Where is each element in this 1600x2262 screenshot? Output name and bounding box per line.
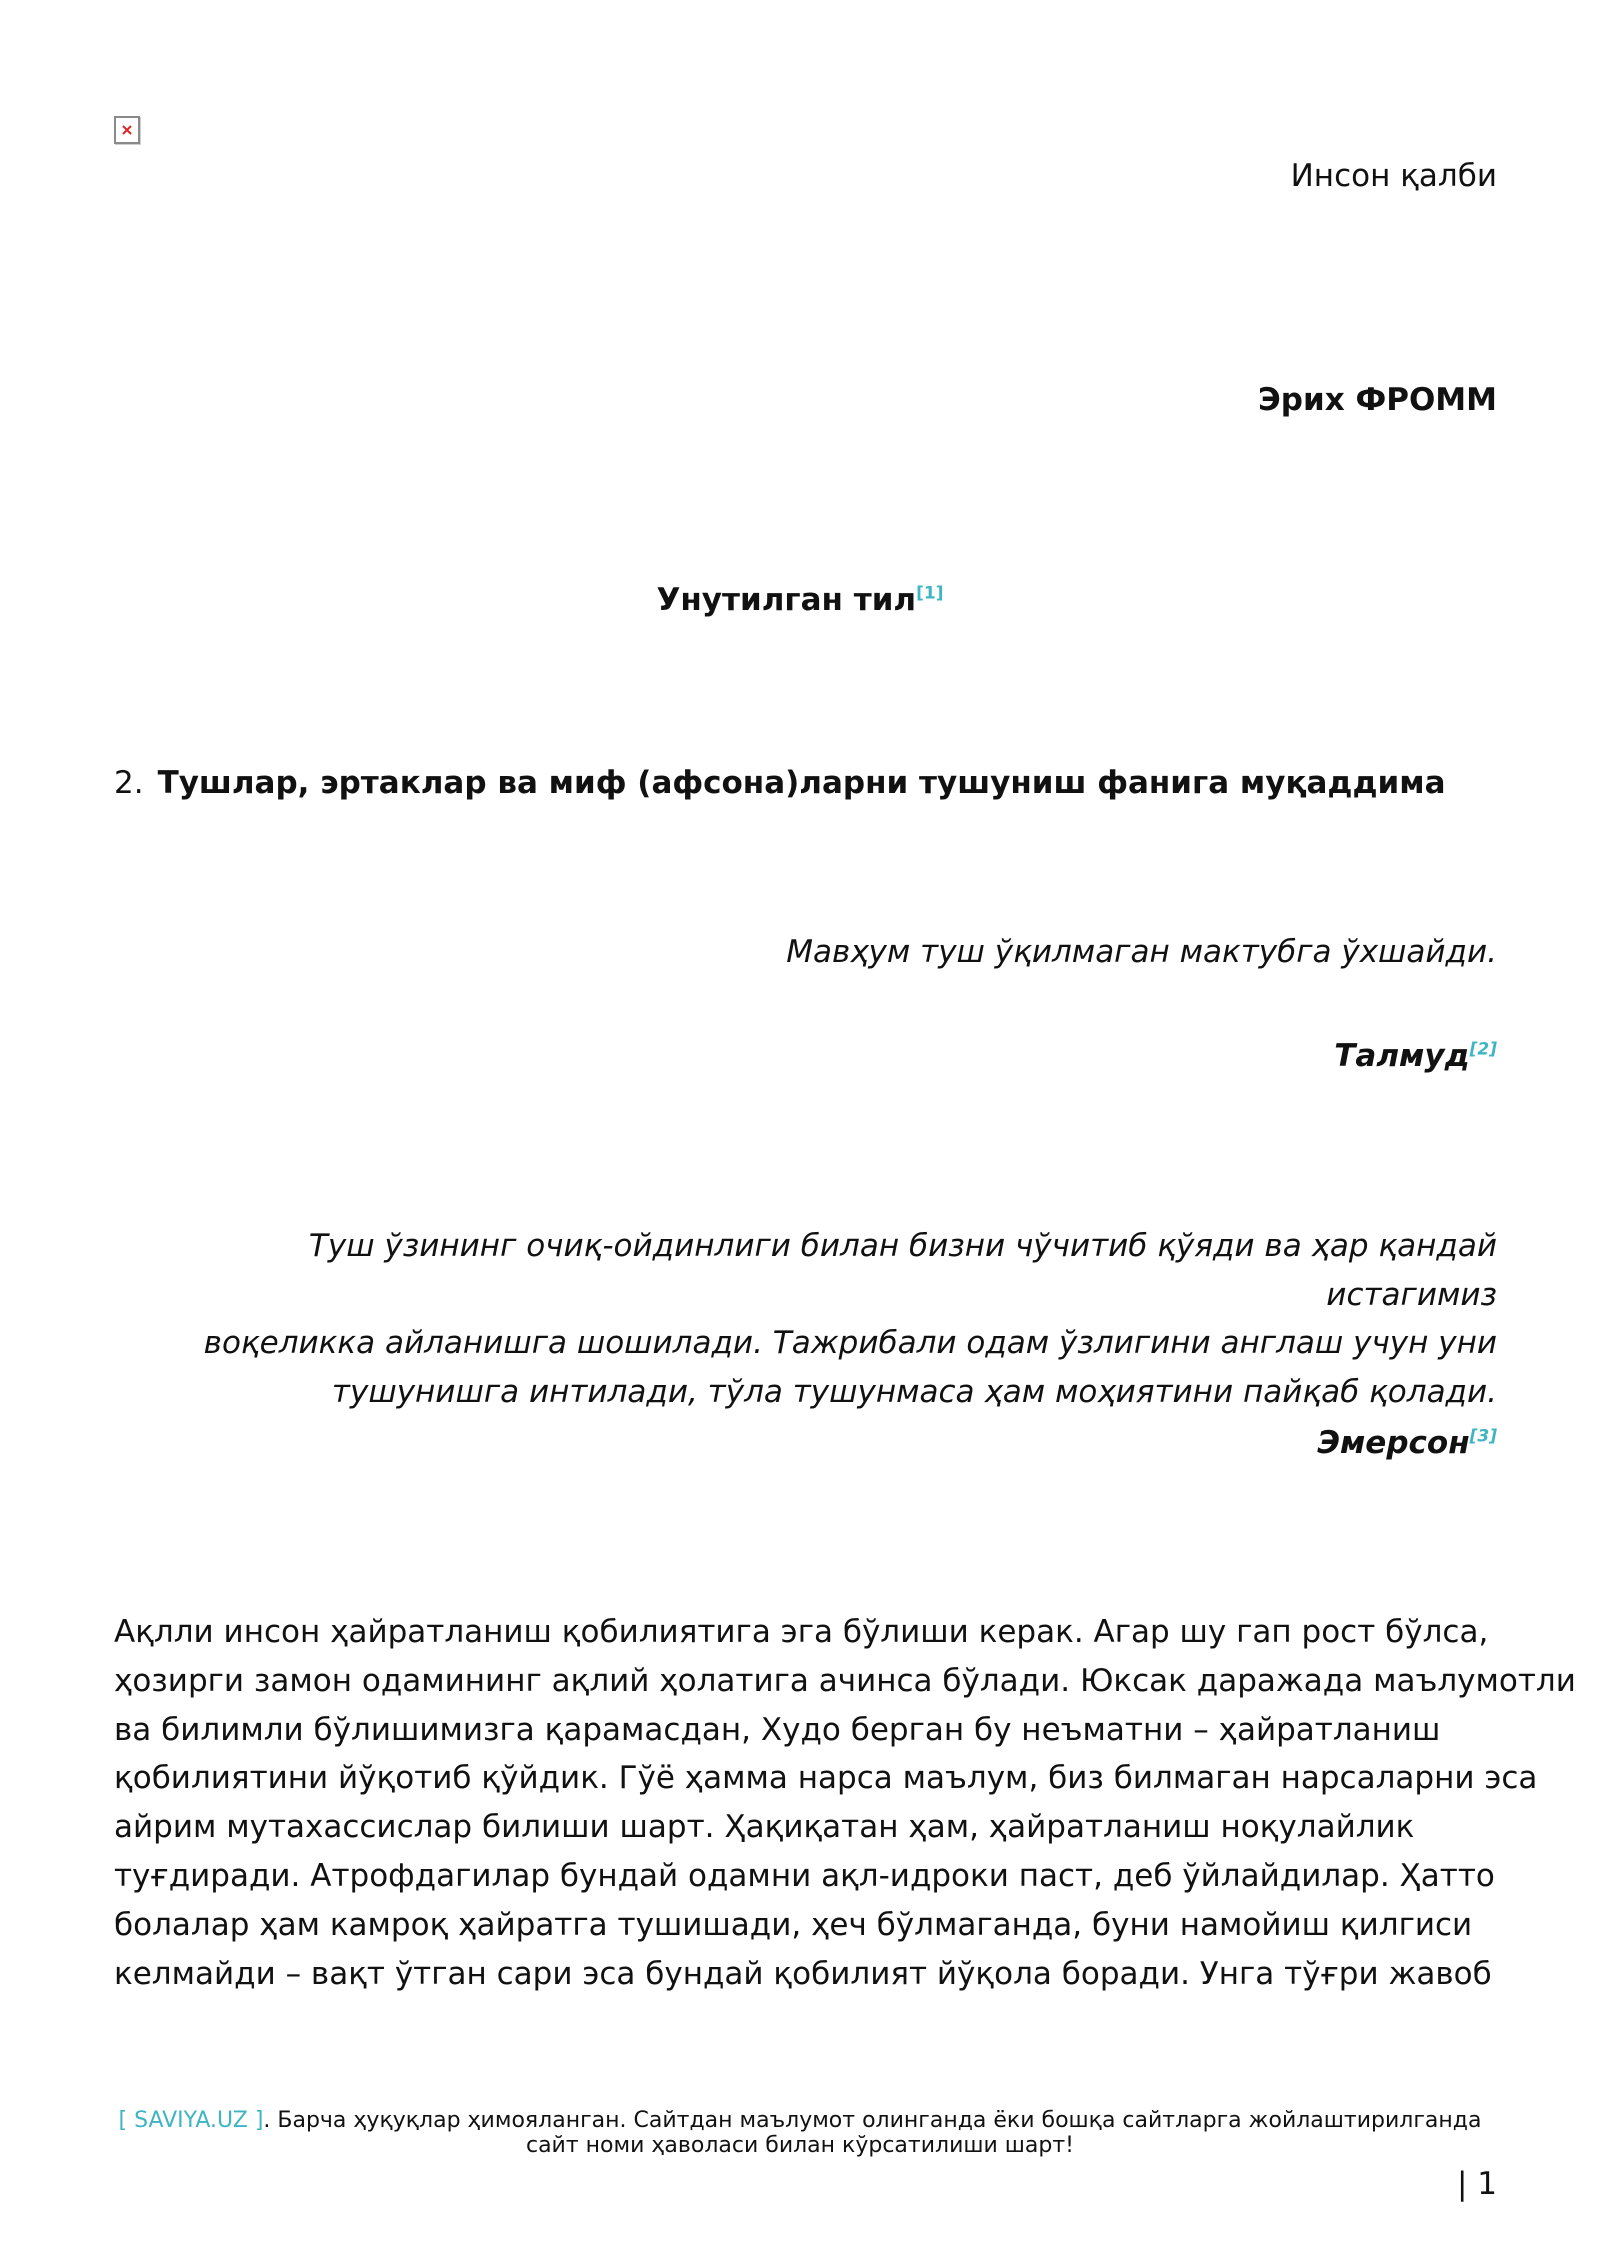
epigraph-line: Туш ўзининг очиқ-ойдинлиги билан бизни чўчитиб қўяди ва ҳар қандай истагимиз <box>308 1228 1497 1313</box>
epigraph-author <box>1334 1038 1497 1074</box>
section-number: 2. <box>114 765 144 801</box>
body-line: ва билимли бўлишимизга қарамасдан, Худо берган бу неъматни – ҳайратланиш <box>114 1711 1441 1748</box>
section-heading <box>114 765 1446 801</box>
footer-notice-text: . Барча ҳуқуқлар ҳимояланган. Сайтдан маълумот олинганда ёки бошқа сайтларга жойлаштирилганда <box>263 2108 1482 2133</box>
epigraph-quote <box>197 1222 1497 1416</box>
body-line: айрим мутахассислар билиши шарт. Ҳақиқатан ҳам, ҳайратланиш ноқулайлик <box>114 1809 1415 1846</box>
page-number: | 1 <box>1456 2166 1497 2202</box>
body-line: келмайди – вақт ўтган сари эса бундай қобилият йўқола боради. Унга тўғри жавоб <box>114 1955 1492 1992</box>
epigraph-line: воқеликка айланишга шошилади. Тажрибали одам ўзлигини англаш учун уни <box>203 1325 1497 1361</box>
body-line: қобилиятини йўқотиб қўйдик. Гўё ҳамма нарса маълум, биз билмаган нарсаларни эса <box>114 1760 1538 1797</box>
epigraph-author-name: Эмерсон <box>1317 1425 1470 1461</box>
footnote-ref-1[interactable]: [1] <box>916 583 944 604</box>
footnote-ref-3[interactable]: [3] <box>1469 1426 1497 1447</box>
body-line: болалар ҳам камроқ ҳайратга тушишади, ҳеч бўлмаганда, буни намойиш қилгиси <box>114 1906 1473 1943</box>
site-link[interactable]: [ SAVIYA.UZ ] <box>118 2108 264 2133</box>
body-line: туғдиради. Атрофдагилар бундай одамни ақл-идроки паст, деб ўйлайдилар. Ҳатто <box>114 1857 1495 1894</box>
epigraph-quote: Мавҳум туш ўқилмаган мактубга ўхшайди. <box>786 934 1497 970</box>
chapter-title-text: Унутилган тил <box>656 582 917 618</box>
chapter-title <box>0 582 1600 618</box>
body-line: Ақлли инсон ҳайратланиш қобилиятига эга бўлиши керак. Агар шу гап рост бўлса, <box>114 1614 1489 1650</box>
footer-notice <box>0 2108 1600 2158</box>
footer-notice-line: сайт номи ҳаволаси билан кўрсатилиши шарт! <box>525 2133 1074 2158</box>
epigraph-author-name: Талмуд <box>1334 1038 1470 1074</box>
broken-image-icon <box>114 116 140 144</box>
author-name: Эрих ФРОММ <box>1258 382 1497 418</box>
book-title: Инсон қалби <box>1290 158 1497 194</box>
epigraph-author <box>1317 1425 1497 1461</box>
section-heading-text: Тушлар, эртаклар ва миф (афсона)ларни тушуниш фанига муқаддима <box>157 765 1446 801</box>
body-paragraph <box>114 1608 1576 1998</box>
body-line: ҳозирги замон одамининг ақлий ҳолатига ачинса бўлади. Юксак даражада маълумотли <box>114 1662 1576 1699</box>
epigraph-line: тушунишга интилади, тўла тушунмаса ҳам моҳиятини пайқаб қолади. <box>331 1373 1497 1410</box>
footnote-ref-2[interactable]: [2] <box>1469 1039 1497 1060</box>
footer-notice-line <box>0 2108 1600 2133</box>
